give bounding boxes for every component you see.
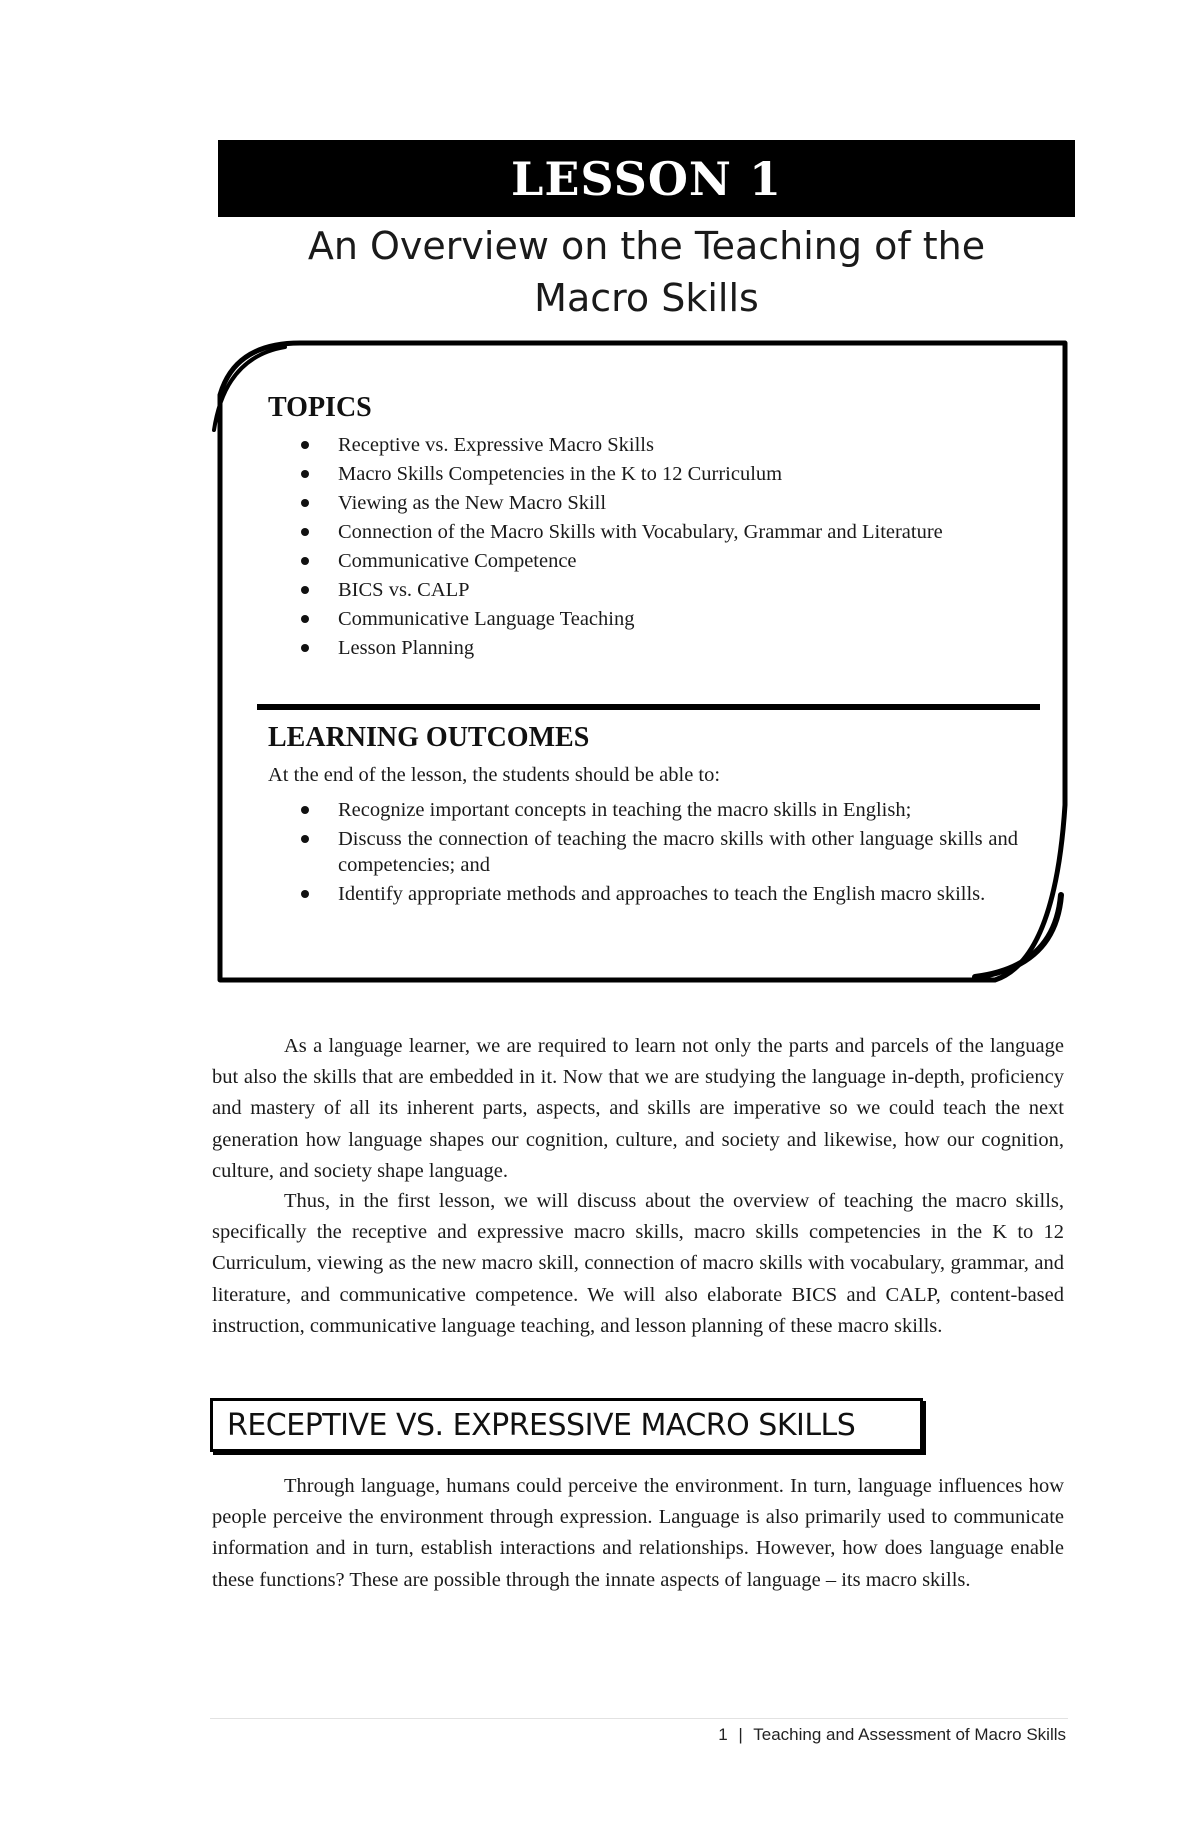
bullet-icon [301,470,309,478]
topic-item: Macro Skills Competencies in the K to 12 Curriculum [268,461,1018,487]
section-divider [257,704,1040,710]
bullet-icon [301,890,309,898]
outcomes-heading: LEARNING OUTCOMES [268,722,590,753]
outcomes-intro: At the end of the lesson, the students should be able to: [268,764,721,786]
bullet-icon [301,806,309,814]
page-number: 1 [718,1725,728,1744]
topic-item: Connection of the Macro Skills with Vocabulary, Grammar and Literature [268,519,1018,545]
lesson-label: LESSON 1 [511,151,782,206]
topic-item: Communicative Language Teaching [268,606,1018,632]
bullet-icon [301,644,309,652]
topic-item: Lesson Planning [268,635,1018,661]
topic-item: Communicative Competence [268,548,1018,574]
bullet-icon [301,835,309,843]
bullet-icon [301,557,309,565]
outcome-item: Recognize important concepts in teaching the macro skills in English; [268,797,1018,823]
outcome-item: Identify appropriate methods and approaches to teach the English macro skills. [268,881,1018,907]
book-title: Teaching and Assessment of Macro Skills [753,1725,1066,1744]
bullet-icon [301,586,309,594]
topic-item: Viewing as the New Macro Skill [268,490,1018,516]
footer-rule [210,1718,1068,1719]
outcomes-list [268,797,1018,910]
footer-separator: | [738,1725,743,1744]
bullet-icon [301,615,309,623]
lesson-title [218,220,1075,324]
bullet-icon [301,441,309,449]
outcome-item: Discuss the connection of teaching the macro skills with other language skills and competencies; and [268,826,1018,878]
bullet-icon [301,499,309,507]
lesson-title-line-2: Macro Skills [534,276,759,320]
topic-item: BICS vs. CALP [268,577,1018,603]
body-paragraph-2: Thus, in the first lesson, we will discuss about the overview of teaching the macro skills, specifically the receptive and expressive macro skills, macro skills competencies in the K to 12 Curriculum, viewing as the new macro skill, connection of macro skills with vocabulary, grammar, and literature, and communicative competence. We will also elaborate BICS and CALP, content-based instruction, communicative language teaching, and lesson planning of these macro skills. [212,1190,1064,1337]
lesson-title-line-1: An Overview on the Teaching of the [307,224,986,268]
topics-heading: TOPICS [268,392,372,423]
bullet-icon [301,528,309,536]
topic-item: Receptive vs. Expressive Macro Skills [268,432,1018,458]
page-footer [718,1725,1066,1745]
body-paragraph-1: As a language learner, we are required to learn not only the parts and parcels of the language but also the skills that are embedded in it. Now that we are studying the language in-depth, proficiency and mastery of all its inherent parts, aspects, and skills are imperative so we could teach the next generation how language shapes our cognition, culture, and society and likewise, how our cognition, culture, and society shape language. [212,1035,1064,1182]
lesson-banner [218,140,1075,217]
section-title: RECEPTIVE VS. EXPRESSIVE MACRO SKILLS [227,1407,856,1443]
section-title-box [210,1398,923,1452]
body-paragraph-3: Through language, humans could perceive the environment. In turn, language influences how people perceive the environment through expression. Language is also primarily used to communicate information and in turn, establish interactions and relationships. However, how does language enable these functions? These are possible through the innate aspects of language – its macro skills. [212,1475,1064,1591]
topics-list [268,432,1018,664]
